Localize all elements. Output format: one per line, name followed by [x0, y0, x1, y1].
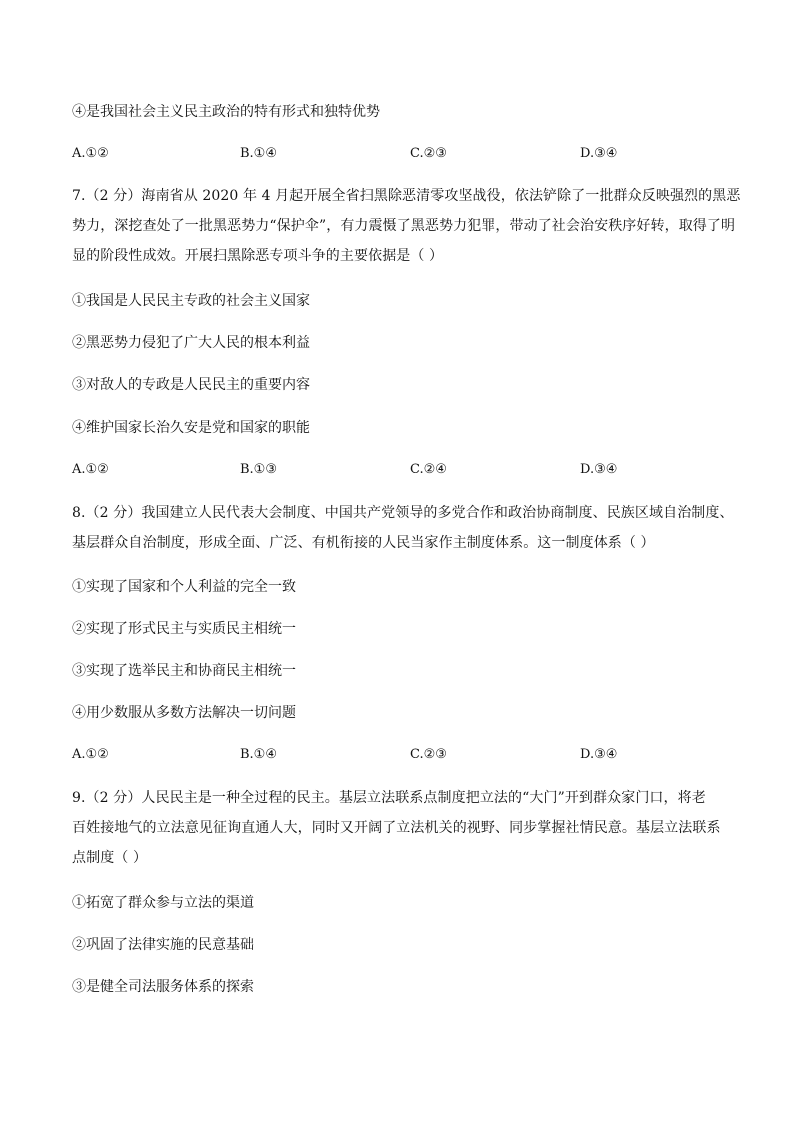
q8-statement-2: ②实现了形式民主与实质民主相统一 [72, 621, 296, 637]
q6-option-d[interactable]: D.③④ [580, 146, 618, 161]
q8-stem-line-2: 基层群众自治制度，形成全面、广泛、有机衔接的人民当家作主制度体系。这一制度体系（ ） [72, 535, 655, 551]
q8-option-d[interactable]: D.③④ [580, 747, 618, 762]
q7-statement-3: ③对敌人的专政是人民民主的重要内容 [72, 377, 310, 393]
q9-statement-1: ①拓宽了群众参与立法的渠道 [72, 895, 254, 911]
q6-option-c[interactable]: C.②③ [410, 146, 447, 161]
q7-statement-2: ②黑恶势力侵犯了广大人民的根本利益 [72, 335, 310, 351]
q8-options [72, 745, 722, 765]
q6-option-b[interactable]: B.①④ [240, 146, 277, 161]
q8-option-c[interactable]: C.②③ [410, 747, 447, 762]
q9-stem-line-3: 点制度（ ） [72, 850, 148, 866]
q7-stem-line-1: 7.（2 分）海南省从 2020 年 4 月起开展全省扫黑除恶清零攻坚战役，依法铲除了一批群众反映强烈的黑恶 [72, 188, 741, 204]
q8-option-b[interactable]: B.①④ [240, 747, 277, 762]
q7-stem-line-2: 势力，深挖查处了一批黑恶势力“保护伞”，有力震慑了黑恶势力犯罪，带动了社会治安秩序好转，取得了明 [72, 218, 736, 234]
q8-option-a[interactable]: A.①② [72, 747, 109, 762]
q8-statement-1: ①实现了国家和个人利益的完全一致 [72, 579, 296, 595]
q9-statement-2: ②巩固了法律实施的民意基础 [72, 937, 254, 953]
q9-stem-line-1: 9.（2 分）人民民主是一种全过程的民主。基层立法联系点制度把立法的“大门”开到群众家门口，将老 [72, 790, 706, 806]
q6-option-a[interactable]: A.①② [72, 146, 109, 161]
q7-option-d[interactable]: D.③④ [580, 462, 618, 477]
q7-option-a[interactable]: A.①② [72, 462, 109, 477]
q6-options [72, 144, 722, 164]
q7-option-c[interactable]: C.②④ [410, 462, 447, 477]
q9-statement-3: ③是健全司法服务体系的探索 [72, 979, 254, 995]
q7-option-b[interactable]: B.①③ [240, 462, 277, 477]
q6-statement-4: ④是我国社会主义民主政治的特有形式和独特优势 [72, 104, 380, 120]
q9-stem-line-2: 百姓接地气的立法意见征询直通人大，同时又开阔了立法机关的视野、同步掌握社情民意。基层立法联系 [72, 820, 721, 836]
q8-statement-4: ④用少数服从多数方法解决一切问题 [72, 705, 296, 721]
q8-statement-3: ③实现了选举民主和协商民主相统一 [72, 663, 296, 679]
q7-statement-4: ④维护国家长治久安是党和国家的职能 [72, 420, 310, 436]
q8-stem-line-1: 8.（2 分）我国建立人民代表大会制度、中国共产党领导的多党合作和政治协商制度、民族区域自治制度、 [72, 505, 734, 521]
q7-statement-1: ①我国是人民民主专政的社会主义国家 [72, 293, 310, 309]
q7-stem-line-3: 显的阶段性成效。开展扫黑除恶专项斗争的主要依据是（ ） [72, 248, 444, 264]
q7-options [72, 460, 722, 480]
